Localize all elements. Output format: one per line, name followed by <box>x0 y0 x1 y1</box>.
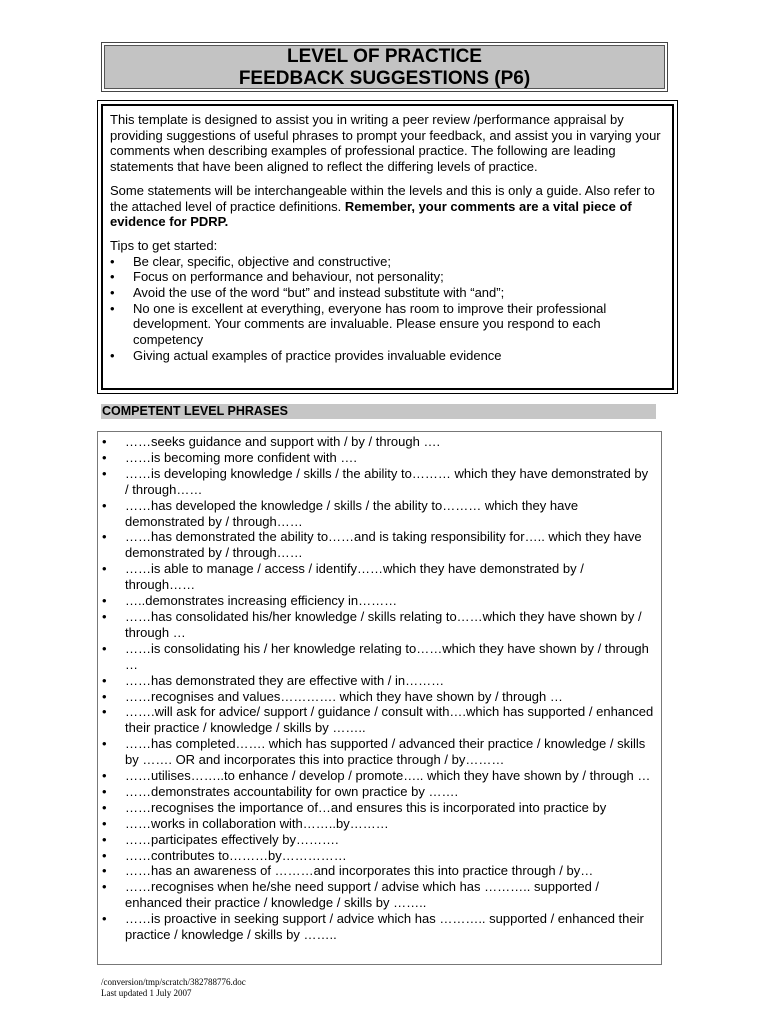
phrases-list <box>102 434 655 943</box>
phrase-item: • ……has consolidated his/her knowledge / skills relating to……which they have shown by / through … <box>102 609 655 641</box>
tip-item: • Avoid the use of the word “but” and instead substitute with “and”; <box>110 285 664 301</box>
footer-file-path: /conversion/tmp/scratch/382788776.doc <box>101 977 246 987</box>
phrase-item: • ……is proactive in seeking support / advice which has ……….. supported / enhanced their practice / knowledge / skills by …….. <box>102 911 655 943</box>
phrase-item: • ……has demonstrated they are effective with / in……… <box>102 673 655 689</box>
tip-item: • Giving actual examples of practice provides invaluable evidence <box>110 348 664 364</box>
phrase-item: • ……has developed the knowledge / skills / the ability to……… which they have demonstrated by / through…… <box>102 498 655 530</box>
phrase-item: • ……participates effectively by………. <box>102 832 655 848</box>
phrase-item: • ……recognises the importance of…and ensures this is incorporated into practice by <box>102 800 655 816</box>
tips-heading: Tips to get started: <box>110 237 218 253</box>
phrase-item: • ……has demonstrated the ability to……and is taking responsibility for….. which they have demonstrated by / through…… <box>102 529 655 561</box>
phrase-item: • ……is becoming more confident with …. <box>102 450 655 466</box>
phrase-item: • …….will ask for advice/ support / guidance / consult with….which has supported / enhanced their practice / knowledge / skills by …….. <box>102 704 655 736</box>
phrase-item: • ……utilises……..to enhance / develop / promote….. which they have shown by / through … <box>102 768 655 784</box>
phrase-item: • ……works in collaboration with……..by……… <box>102 816 655 832</box>
phrase-item: • ……contributes to………by…………… <box>102 848 655 864</box>
tips-list <box>110 254 664 364</box>
intro-paragraph-2-text: Some statements will be interchangeable within the levels and this is only a guide. Also refer to the attached level of practice definitions. <box>110 182 655 214</box>
phrase-item: • ……is able to manage / access / identify……which they have demonstrated by / through…… <box>102 561 655 593</box>
phrase-item: • ……recognises when he/she need support / advise which has ……….. supported / enhanced their practice / knowledge / skills by …….. <box>102 879 655 911</box>
footer <box>101 977 246 999</box>
tip-item: • No one is excellent at everything, everyone has room to improve their professional development. Your comments are invaluable. Please ensure you respond to each competency <box>110 301 664 348</box>
phrase-item: • ……demonstrates accountability for own practice by ……. <box>102 784 655 800</box>
intro-paragraph-2 <box>110 183 664 230</box>
intro-paragraph-1: This template is designed to assist you in writing a peer review /performance appraisal by providing suggestions of useful phrases to prompt your feedback, and assist you in varying your comments when describing examples of professional practice. The following are leading statements that have been aligned to reflect the differing levels of practice. <box>110 112 661 175</box>
phrase-item: • ……has completed……. which has supported / advanced their practice / knowledge / skills by ……. OR and incorporates this into practice through / by……… <box>102 736 655 768</box>
intro-content <box>101 104 674 390</box>
intro-box <box>97 100 678 394</box>
title-line-1: LEVEL OF PRACTICE <box>287 46 482 67</box>
section-heading: COMPETENT LEVEL PHRASES <box>101 404 656 419</box>
phrase-item: • ……seeks guidance and support with / by / through …. <box>102 434 655 450</box>
document-title <box>101 42 668 92</box>
phrase-item: • ……has an awareness of ………and incorporates this into practice through / by… <box>102 863 655 879</box>
phrase-item: • ……is consolidating his / her knowledge relating to……which they have shown by / through … <box>102 641 655 673</box>
phrase-item: • ……is developing knowledge / skills / the ability to……… which they have demonstrated by / through…… <box>102 466 655 498</box>
intro-paragraph-2-emphasis: Remember, your comments are a vital piece of evidence for PDRP. <box>110 198 632 230</box>
phrase-item: • ……recognises and values…………. which they have shown by / through … <box>102 689 655 705</box>
tip-item: • Focus on performance and behaviour, not personality; <box>110 269 664 285</box>
phrases-box <box>97 431 662 965</box>
tip-item: • Be clear, specific, objective and constructive; <box>110 254 664 270</box>
title-line-2: FEEDBACK SUGGESTIONS (P6) <box>238 68 531 89</box>
footer-last-updated: Last updated 1 July 2007 <box>101 988 192 998</box>
phrase-item: • …..demonstrates increasing efficiency in……… <box>102 593 655 609</box>
